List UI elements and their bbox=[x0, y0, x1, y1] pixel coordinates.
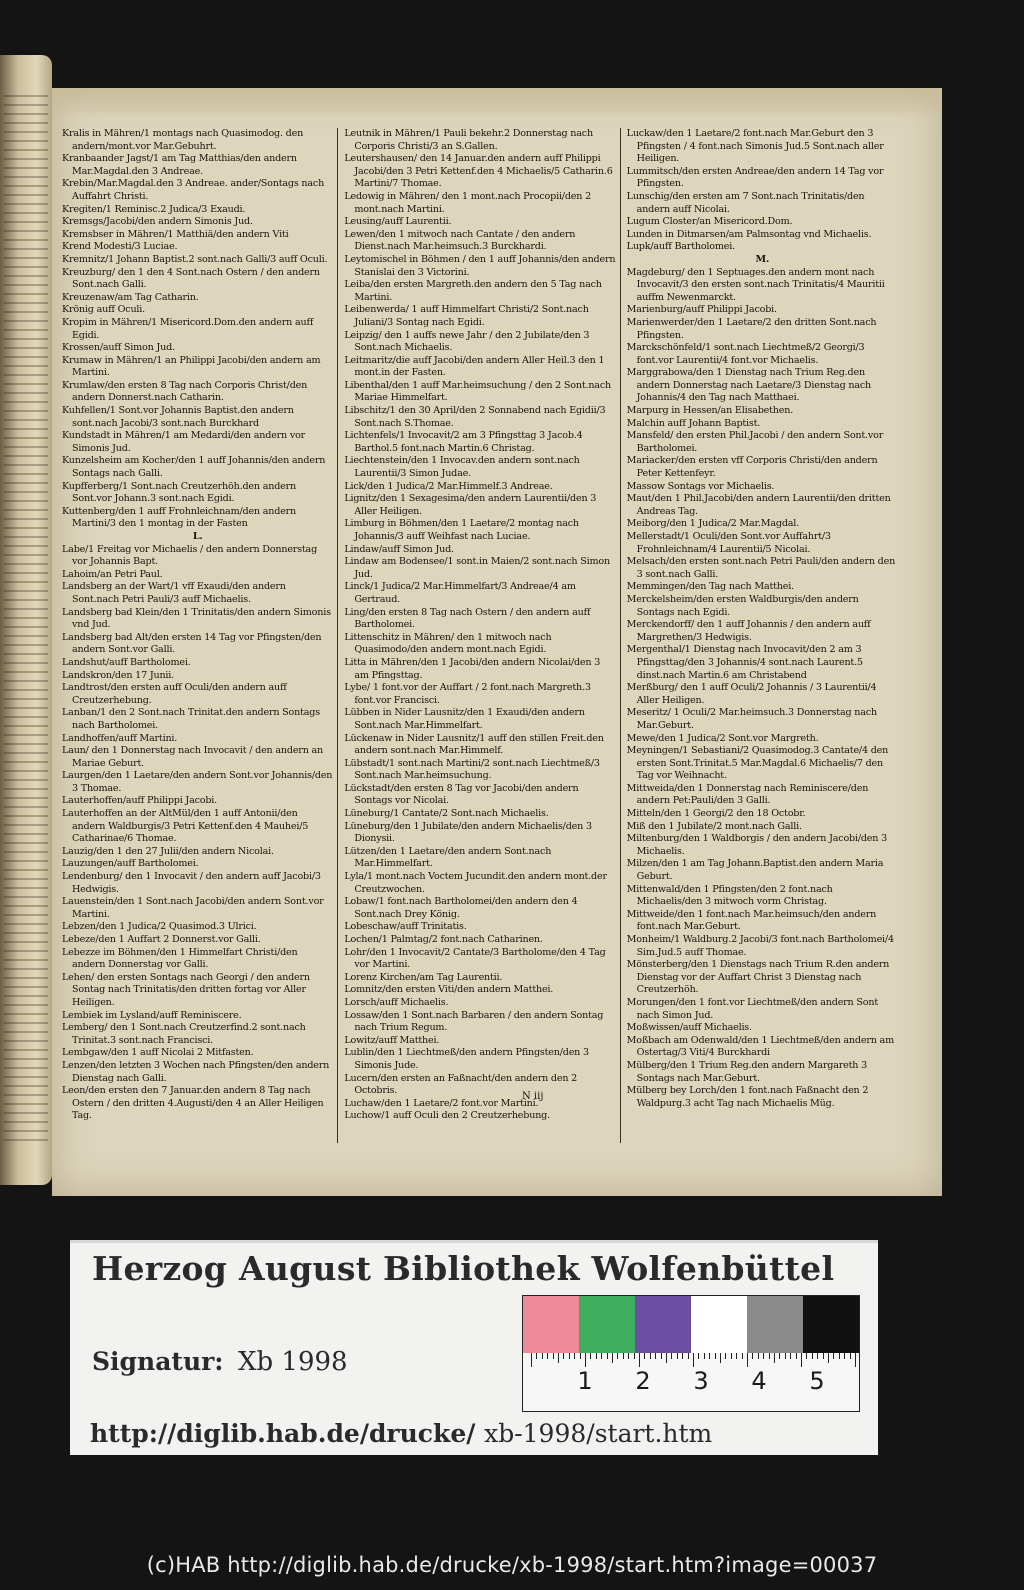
entry: Landtrost/den ersten auff Oculi/den andern auff Creutzerhebung. bbox=[62, 682, 287, 706]
ruler-tick bbox=[569, 1353, 570, 1359]
ruler-tick bbox=[585, 1353, 586, 1367]
entry: Lützen/den 1 Laetare/den andern Sont.nach Mar.Himmelfart. bbox=[344, 845, 552, 870]
entry: Lindaw am Bodensee/1 sont.in Maien/2 sont.nach Simon Jud. bbox=[344, 556, 610, 580]
ruler-tick bbox=[574, 1353, 575, 1359]
entry: Lugum Closter/an Misericord.Dom. bbox=[626, 216, 793, 228]
entry: Kundstadt in Mähren/1 am Medardi/den andern vor Simonis Jud. bbox=[62, 430, 306, 454]
ruler-tick bbox=[806, 1353, 807, 1359]
color-swatch bbox=[635, 1296, 691, 1354]
entry: Landsberg bad Klein/den 1 Trinitatis/den andern Simonis vnd Jud. bbox=[62, 606, 331, 631]
ruler-tick bbox=[639, 1353, 640, 1367]
entry: Leutershausen/ den 14 Januar.den andern auff Philippi Jacobi/den 3 Petri Kettenf.den 4 Michaelis/5 Catharin.6 Martini/7 Thomae. bbox=[344, 153, 613, 190]
entry: Landsberg bad Alt/den ersten 14 Tag vor Pfingsten/den andern Sont.vor Galli. bbox=[62, 631, 322, 656]
ruler-tick bbox=[704, 1353, 705, 1359]
entry: Lichtenfels/1 Invocavit/2 am 3 Pfingsttag 3 Jacob.4 Barthol.5 font.nach Martin.6 Christag. bbox=[344, 430, 583, 454]
ruler-tick bbox=[612, 1353, 613, 1363]
entry: Lomnitz/den ersten Viti/den andern Matthei. bbox=[344, 984, 554, 996]
entry: Lebeze/den 1 Auffart 2 Donnerst.vor Galli. bbox=[62, 934, 261, 945]
entry: Lehen/ den ersten Sontags nach Georgi / den andern Sontag nach Trinitatis/den dritten fortag vor Aller Heiligen. bbox=[62, 971, 310, 1008]
entry: Limburg in Böhmen/den 1 Laetare/2 montag nach Johannis/3 auff Weihfast nach Luciae. bbox=[344, 518, 579, 542]
entry: Mittweida/den 1 Donnerstag nach Reminiscere/den andern Pet:Pauli/den 3 Galli. bbox=[626, 782, 869, 807]
entry: Luchow/1 auff Oculi den 2 Creutzerhebung. bbox=[344, 1110, 550, 1122]
entry: Merckelsheim/den ersten Waldburgis/den andern Sontags nach Egidi. bbox=[626, 593, 859, 618]
ruler-tick bbox=[855, 1353, 856, 1367]
entry: Mansfeld/ den ersten Phil.Jacobi / den andern Sont.vor Bartholomei. bbox=[626, 430, 884, 454]
entry: Lohr/den 1 Invocavit/2 Cantate/3 Bartholome/den 4 Tag vor Martini. bbox=[344, 946, 606, 971]
entry: Mittweide/den 1 font.nach Mar.heimsuch/den andern font.nach Mar.Geburt. bbox=[626, 908, 877, 933]
entry: Mariacker/den ersten vff Corporis Christi/den andern Peter Kettenfeyr. bbox=[626, 455, 878, 480]
entry: Meiborg/den 1 Judica/2 Mar.Magdal. bbox=[626, 518, 800, 530]
ruler-label: 4 bbox=[751, 1367, 767, 1395]
entry: Memmingen/den Tag nach Matthei. bbox=[626, 581, 794, 593]
entry: Landskron/den 17 Junii. bbox=[62, 669, 175, 681]
entry: Kuttenberg/den 1 auff Frohnleichnam/den andern Martini/3 den 1 montag in der Fasten bbox=[62, 505, 297, 530]
entry: Leipzig/ den 1 auffs newe Jahr / den 2 Jubilate/den 3 Sont.nach Michaelis. bbox=[344, 329, 590, 354]
entry: Leytomischel in Böhmen / den 1 auff Johannis/den andern Stanislai den 3 Victorini. bbox=[344, 253, 616, 278]
entry: Magdeburg/ den 1 Septuages.den andern mont nach Invocavit/3 den ersten sont.nach Trinitatis/4 Mauritii auffm Newenmarckt. bbox=[626, 266, 885, 303]
entry: Merßburg/ den 1 auff Oculi/2 Johannis / 3 Laurentii/4 Aller Heiligen. bbox=[626, 682, 877, 706]
ruler-tick bbox=[790, 1353, 791, 1359]
ruler-tick bbox=[850, 1353, 851, 1359]
entry: Lebzen/den 1 Judica/2 Quasimod.3 Ulrici. bbox=[62, 921, 257, 933]
entry: Leitmaritz/die auff Jacobi/den andern Aller Heil.3 den 1 mont.in der Fasten. bbox=[344, 354, 605, 379]
ruler-tick bbox=[547, 1353, 548, 1359]
entry: Lenzen/den letzten 3 Wochen nach Pfingsten/den andern Dienstag nach Galli. bbox=[62, 1059, 330, 1084]
ruler-tick bbox=[817, 1353, 818, 1359]
entry: Krend Modesti/3 Luciae. bbox=[62, 241, 178, 253]
entry: Marggrabowa/den 1 Dienstag nach Trium Reg.den andern Donnerstag nach Laetare/3 Dienstag nach Johannis/4 den Tag nach Matthaei. bbox=[626, 367, 872, 404]
entry: Marienburg/auff Philippi Jacobi. bbox=[626, 304, 777, 316]
ruler-tick bbox=[747, 1353, 748, 1367]
entry: Leusing/auff Laurentii. bbox=[344, 216, 452, 228]
entry: Mülberg bey Lorch/den 1 font.nach Faßnacht den 2 Waldpurg.3 acht Tag nach Michaelis Müg. bbox=[626, 1085, 869, 1109]
ruler-tick bbox=[607, 1353, 608, 1359]
entry: Lübben in Nider Lausnitz/den 1 Exaudi/den andern Sont.nach Mar.Himmelfart. bbox=[344, 707, 585, 731]
entry: Lübstadt/1 sont.nach Martini/2 sont.nach Liechtmeß/3 Sont.nach Mar.heimsuchung. bbox=[344, 757, 600, 782]
entry: Lebezze im Böhmen/den 1 Himmelfart Christi/den andern Donnerstag vor Galli. bbox=[62, 946, 298, 971]
entry: Mülberg/den 1 Trium Reg.den andern Margareth 3 Sontags nach Mar.Geburt. bbox=[626, 1059, 867, 1084]
entry: Krumlaw/den ersten 8 Tag nach Corporis Christ/den andern Donnerst.nach Catharin. bbox=[62, 379, 308, 404]
library-title: Herzog August Bibliothek Wolfenbüttel bbox=[92, 1249, 835, 1288]
color-swatch bbox=[691, 1296, 747, 1354]
entry: Lindaw/auff Simon Jud. bbox=[344, 543, 454, 555]
entry: Lauzungen/auff Bartholomei. bbox=[62, 858, 199, 870]
ruler-tick bbox=[725, 1353, 726, 1359]
entry: Mittenwald/den 1 Pfingsten/den 2 font.nach Michaelis/den 3 mitwoch vorm Christag. bbox=[626, 883, 833, 908]
entry: Landsberg an der Wart/1 vff Exaudi/den andern Sont.nach Petri Pauli/3 auff Michaelis. bbox=[62, 581, 286, 605]
entry: Lüneburg/den 1 Jubilate/den andern Michaelis/den 3 Dionysii. bbox=[344, 820, 592, 845]
ruler-tick bbox=[666, 1353, 667, 1363]
ruler-tick bbox=[785, 1353, 786, 1359]
ruler-tick bbox=[839, 1353, 840, 1359]
ruler-label: 5 bbox=[809, 1367, 825, 1395]
ruler-tick bbox=[774, 1353, 775, 1363]
entry: Kremnitz/1 Johann Baptist.2 sont.nach Galli/3 auff Oculi. bbox=[62, 253, 328, 265]
entry: Krebin/Mar.Magdal.den 3 Andreae. ander/Sontags nach Auffahrt Christi. bbox=[62, 178, 325, 202]
library-url bbox=[90, 1419, 712, 1448]
ruler-tick bbox=[752, 1353, 753, 1359]
ruler-tick bbox=[634, 1353, 635, 1359]
entry: Kuhfellen/1 Sont.vor Johannis Baptist.den andern sont.nach Jacobi/3 sont.nach Burckhard bbox=[62, 405, 294, 429]
entry: Lochen/1 Palmtag/2 font.nach Catharinen. bbox=[344, 934, 543, 945]
entry: Kupfferberg/1 Sont.nach Creutzerhöh.den andern Sont.vor Johann.3 sont.nach Egidi. bbox=[62, 480, 296, 505]
ruler-tick bbox=[590, 1353, 591, 1359]
ruler-tick bbox=[558, 1353, 559, 1363]
entry: Kremsbser in Mähren/1 Matthiä/den andern Viti bbox=[62, 228, 289, 240]
entry: Linck/1 Judica/2 Mar.Himmelfart/3 Andreae/4 am Gertraud. bbox=[344, 581, 576, 605]
entry: Lembgaw/den 1 auff Nicolai 2 Mitfasten. bbox=[62, 1047, 254, 1059]
ruler-tick bbox=[693, 1353, 694, 1367]
entry: Massow Sontags vor Michaelis. bbox=[626, 480, 775, 492]
entry: Kropim in Mähren/1 Misericord.Dom.den andern auff Egidi. bbox=[62, 316, 314, 341]
entry: Labe/1 Freitag vor Michaelis / den andern Donnerstag vor Johannis Bapt. bbox=[62, 543, 318, 568]
entry: Libenthal/den 1 auff Mar.heimsuchung / den 2 Sont.nach Mariae Himmelfart. bbox=[344, 379, 611, 404]
entry: Melsach/den ersten sont.nach Petri Pauli/den andern den 3 sont.nach Galli. bbox=[626, 556, 896, 580]
ruler-tick bbox=[688, 1353, 689, 1359]
entry: Meseritz/ 1 Oculi/2 Mar.heimsuch.3 Donnerstag nach Mar.Geburt. bbox=[626, 707, 877, 731]
ruler-tick bbox=[758, 1353, 759, 1359]
ruler-tick bbox=[720, 1353, 721, 1363]
ruler-tick bbox=[779, 1353, 780, 1359]
ruler-tick bbox=[801, 1353, 802, 1367]
signatur-value: Xb 1998 bbox=[238, 1347, 348, 1377]
entry: Monheim/1 Waldburg.2 Jacobi/3 font.nach Bartholomei/4 Sim.Jud.5 auff Thomae. bbox=[626, 934, 894, 958]
entry: Lückstadt/den ersten 8 Tag vor Jacobi/den andern Sontags vor Nicolai. bbox=[344, 782, 579, 807]
entry: Kralis in Mähren/1 montags nach Quasimodog. den andern/mont.vor Mar.Gebuhrt. bbox=[62, 128, 304, 152]
ruler-label: 3 bbox=[693, 1367, 709, 1395]
entry: Lowitz/auff Matthei. bbox=[344, 1034, 440, 1046]
entry: Krumaw in Mähren/1 an Philippi Jacobi/den andern am Martini. bbox=[62, 354, 321, 379]
entry: L. bbox=[192, 531, 203, 542]
entry: Lignitz/den 1 Sexagesima/den andern Laurentii/den 3 Aller Heiligen. bbox=[344, 493, 597, 517]
entry: Mitteln/den 1 Georgi/2 den 18 Octobr. bbox=[626, 808, 806, 820]
ruler-tick bbox=[661, 1353, 662, 1359]
entry: Lewen/den 1 mitwoch nach Cantate / den andern Dienst.nach Mar.heimsuch.3 Burckhardi. bbox=[344, 228, 576, 253]
entry: Leon/den ersten den 7 Januar.den andern 8 Tag nach Ostern / den dritten 4.Augusti/den 4 an Aller Heiligen Tag. bbox=[62, 1085, 324, 1122]
entry: Mönsterberg/den 1 Dienstags nach Trium R.den andern Dienstag vor der Auffart Christ 3 Dienstag nach Creutzerhöh. bbox=[626, 959, 890, 996]
ruler-tick bbox=[596, 1353, 597, 1359]
copyright-footer: (c)HAB http://diglib.hab.de/drucke/xb-1998/start.htm?image=00037 bbox=[146, 1553, 878, 1577]
entry: Lybe/ 1 font.vor der Auffart / 2 font.nach Margreth.3 font.vor Francisci. bbox=[344, 682, 591, 706]
entry: Miß den 1 Jubilate/2 mont.nach Galli. bbox=[626, 820, 802, 832]
entry: Kremsgs/Jacobi/den andern Simonis Jud. bbox=[62, 216, 253, 228]
ruler-tick bbox=[531, 1353, 532, 1367]
ruler-tick bbox=[833, 1353, 834, 1359]
entry: Moßbach am Odenwald/den 1 Liechtmeß/den andern am Ostertag/3 Viti/4 Burckhardi bbox=[626, 1034, 894, 1059]
entry: Lyla/1 mont.nach Voctem Jucundit.den andern mont.der Creutzwochen. bbox=[344, 871, 607, 895]
entry: Merckendorff/ den 1 auff Johannis / den andern auff Margrethen/3 Hedwigis. bbox=[626, 619, 871, 643]
ruler-tick bbox=[682, 1353, 683, 1359]
entry: Lossaw/den 1 Sont.nach Barbaren / den andern Sontag nach Trium Regum. bbox=[344, 1009, 604, 1034]
url-part-2: xb-1998/start.htm bbox=[484, 1419, 713, 1448]
entry: Maut/den 1 Phil.Jacobi/den andern Laurentii/den dritten Andreas Tag. bbox=[626, 493, 891, 517]
url-part-1: http://diglib.hab.de/drucke/ bbox=[90, 1419, 476, 1448]
color-swatch bbox=[747, 1296, 803, 1354]
entry: Lemberg/ den 1 Sont.nach Creutzerfind.2 sont.nach Trinitat.3 sont.nach Francisci. bbox=[62, 1022, 306, 1046]
entry: Kreuzenaw/am Tag Catharin. bbox=[62, 291, 199, 303]
entry: Libschitz/1 den 30 April/den 2 Sonnabend nach Egidii/3 Sont.nach S.Thomae. bbox=[344, 405, 606, 429]
ruler-tick bbox=[650, 1353, 651, 1359]
signature-mark: N iij bbox=[522, 1091, 544, 1102]
entry: Ledowig in Mähren/ den 1 mont.nach Procopii/den 2 mont.nach Martini. bbox=[344, 190, 591, 215]
text-columns bbox=[62, 128, 898, 1143]
signatur-label: Signatur: bbox=[92, 1347, 224, 1376]
entry: Landhoffen/auff Martini. bbox=[62, 732, 178, 744]
scanned-page bbox=[52, 88, 942, 1196]
ruler-tick bbox=[763, 1353, 764, 1359]
ruler-tick bbox=[812, 1353, 813, 1359]
entry: Lupk/auff Bartholomei. bbox=[626, 241, 735, 253]
ruler-tick bbox=[580, 1353, 581, 1359]
ruler-tick bbox=[769, 1353, 770, 1359]
ruler-tick bbox=[844, 1353, 845, 1359]
ruler-tick bbox=[698, 1353, 699, 1359]
entry: Mellerstadt/1 Oculi/den Sont.vor Auffahrt/3 Frohnleichnam/4 Laurentii/5 Nicolai. bbox=[626, 531, 831, 555]
entry: Laurgen/den 1 Laetare/den andern Sont.vor Johannis/den 3 Thomae. bbox=[62, 770, 333, 794]
entry: Lobaw/1 font.nach Bartholomei/den andern den 4 Sont.nach Drey König. bbox=[344, 896, 578, 920]
entry: Lauterhoffen/auff Philippi Jacobi. bbox=[62, 795, 217, 807]
library-card bbox=[70, 1240, 878, 1455]
entry: Littenschitz in Mähren/ den 1 mitwoch nach Quasimodo/den andern mont.nach Egidi. bbox=[344, 631, 552, 656]
entry: Ling/den ersten 8 Tag nach Ostern / den andern auff Bartholomei. bbox=[344, 606, 591, 631]
entry: M. bbox=[755, 253, 770, 265]
ruler-label: 1 bbox=[577, 1367, 593, 1395]
entry: Luckaw/den 1 Laetare/2 font.nach Mar.Geburt den 3 Pfingsten / 4 font.nach Simonis Jud.5 Sont.nach aller Heiligen. bbox=[626, 128, 884, 165]
entry: Lick/den 1 Judica/2 Mar.Himmelf.3 Andreae. bbox=[344, 480, 553, 492]
entry: Litta in Mähren/den 1 Jacobi/den andern Nicolai/den 3 am Pfingsttag. bbox=[344, 656, 601, 681]
scale-ruler bbox=[522, 1353, 860, 1412]
left-page-text-fragment bbox=[4, 95, 48, 1145]
entry: Kunzelsheim am Kocher/den 1 auff Johannis/den andern Sontags nach Galli. bbox=[62, 455, 326, 480]
text-column-3 bbox=[627, 128, 898, 1143]
entry: Milzen/den 1 am Tag Johann.Baptist.den andern Maria Geburt. bbox=[626, 858, 884, 883]
ruler-tick bbox=[553, 1353, 554, 1359]
ruler-tick bbox=[731, 1353, 732, 1359]
ruler-tick bbox=[628, 1353, 629, 1359]
ruler-tick bbox=[617, 1353, 618, 1359]
entry: Lunschig/den ersten am 7 Sont.nach Trinitatis/den andern auff Nicolai. bbox=[626, 190, 865, 215]
color-swatch bbox=[803, 1296, 859, 1354]
entry: Lummitsch/den ersten Andreae/den andern 14 Tag vor Pfingsten. bbox=[626, 165, 884, 190]
entry: Lublin/den 1 Liechtmeß/den andern Pfingsten/den 3 Simonis Jude. bbox=[344, 1047, 589, 1071]
ruler-tick bbox=[715, 1353, 716, 1359]
ruler-tick bbox=[671, 1353, 672, 1359]
entry: Lückenaw in Nider Lausnitz/1 auff den stillen Freit.den andern sont.nach Mar.Himmelf. bbox=[344, 732, 604, 757]
entry: Marckschönfeld/1 sont.nach Liechtmeß/2 Georgi/3 font.vor Laurentii/4 font.vor Michaelis. bbox=[626, 342, 865, 366]
entry: Miltenburg/den 1 Waldborgis / den andern Jacobi/den 3 Michaelis. bbox=[626, 833, 888, 857]
entry: Kregiten/1 Reminisc.2 Judica/3 Exaudi. bbox=[62, 203, 246, 215]
entry: Lendenburg/ den 1 Invocavit / den andern auff Jacobi/3 Hedwigis. bbox=[62, 871, 321, 895]
entry: Mergenthal/1 Dienstag nach Invocavit/den 2 am 3 Pfingsttag/den 3 Johannis/4 sont.nach Laurent.5 dinst.nach Martin.6 am Christabend bbox=[626, 644, 863, 681]
entry: Lauterhoffen an der AltMül/den 1 auff Antonii/den andern Waldburgis/3 Petri Kettenf.den 4 Mauhei/5 Catharinae/6 Thomae. bbox=[62, 808, 309, 845]
ruler-tick bbox=[601, 1353, 602, 1359]
entry: Krönig auff Oculi. bbox=[62, 304, 146, 316]
entry: Lahoim/an Petri Paul. bbox=[62, 568, 163, 580]
ruler-label: 2 bbox=[635, 1367, 651, 1395]
color-swatch bbox=[579, 1296, 635, 1354]
ruler-tick bbox=[542, 1353, 543, 1359]
entry: Lunden in Ditmarsen/am Palmsontag vnd Michaelis. bbox=[626, 228, 872, 240]
ruler-tick bbox=[828, 1353, 829, 1363]
entry: Luchaw/den 1 Laetare/2 font.vor Martini. bbox=[344, 1097, 539, 1109]
entry: Leibenwerda/ 1 auff Himmelfart Christi/2 Sont.nach Juliani/3 Sontag nach Egidi. bbox=[344, 304, 589, 328]
entry: Kreuzburg/ den 1 den 4 Sont.nach Ostern / den andern Sont.nach Galli. bbox=[62, 266, 320, 291]
ruler-tick bbox=[644, 1353, 645, 1359]
entry: Marienwerder/den 1 Laetare/2 den dritten Sont.nach Pfingsten. bbox=[626, 316, 877, 341]
entry: Lauzig/den 1 den 27 Julii/den andern Nicolai. bbox=[62, 845, 274, 857]
entry: Lüneburg/1 Cantate/2 Sont.nach Michaelis. bbox=[344, 808, 549, 820]
entry: Morungen/den 1 font.vor Liechtmeß/den andern Sont nach Simon Jud. bbox=[626, 996, 878, 1021]
ruler-tick bbox=[655, 1353, 656, 1359]
entry: Laun/ den 1 Donnerstag nach Invocavit / den andern an Mariae Geburt. bbox=[62, 745, 324, 769]
entry: Marpurg in Hessen/an Elisabethen. bbox=[626, 405, 794, 417]
entry: Moßwissen/auff Michaelis. bbox=[626, 1022, 752, 1034]
entry: Leutnik in Mähren/1 Pauli bekehr.2 Donnerstag nach Corporis Christi/3 an S.Gallen. bbox=[344, 128, 593, 152]
entry: Landshut/auff Bartholomei. bbox=[62, 656, 191, 668]
entry: Kranbaander Jagst/1 am Tag Matthias/den andern Mar.Magdal.den 3 Andreae. bbox=[62, 153, 297, 177]
entry: Lucern/den ersten an Faßnacht/den andern den 2 Octobris. bbox=[344, 1072, 578, 1097]
color-swatch bbox=[523, 1296, 579, 1354]
text-column-1 bbox=[62, 128, 338, 1143]
ruler-tick bbox=[742, 1353, 743, 1359]
entry: Lorenz Kirchen/am Tag Laurentii. bbox=[344, 971, 503, 983]
entry: Lobeschaw/auff Trinitatis. bbox=[344, 921, 467, 933]
left-page-edge bbox=[0, 55, 52, 1185]
entry: Liechtenstein/den 1 Invocav.den andern sont.nach Laurentii/3 Simon Judae. bbox=[344, 455, 580, 480]
entry: Malchin auff Johann Baptist. bbox=[626, 417, 761, 429]
ruler-tick bbox=[709, 1353, 710, 1359]
entry: Lembiek im Lysland/auff Reminiscere. bbox=[62, 1009, 242, 1021]
ruler-tick bbox=[736, 1353, 737, 1359]
ruler-tick bbox=[823, 1353, 824, 1359]
ruler-tick bbox=[677, 1353, 678, 1359]
ruler-ticks bbox=[523, 1353, 859, 1367]
color-target bbox=[522, 1295, 860, 1355]
ruler-tick bbox=[796, 1353, 797, 1359]
entry: Leiba/den ersten Margreth.den andern den 5 Tag nach Martini. bbox=[344, 279, 602, 303]
ruler-tick bbox=[623, 1353, 624, 1359]
ruler-tick bbox=[563, 1353, 564, 1359]
entry: Mewe/den 1 Judica/2 Sont.vor Margreth. bbox=[626, 732, 819, 744]
ruler-tick bbox=[536, 1353, 537, 1359]
entry: Lauenstein/den 1 Sont.nach Jacobi/den andern Sont.vor Martini. bbox=[62, 896, 324, 920]
entry: Meyningen/1 Sebastiani/2 Quasimodog.3 Cantate/4 den ersten Sont.Trinitat.5 Mar.Magdal.6 Michaelis/7 den Tag vor Weihnacht. bbox=[626, 745, 889, 782]
entry: Lorsch/auff Michaelis. bbox=[344, 996, 449, 1008]
text-column-2 bbox=[344, 128, 620, 1143]
entry: Krossen/auff Simon Jud. bbox=[62, 342, 175, 354]
entry: Lanban/1 den 2 Sont.nach Trinitat.den andern Sontags nach Bartholomei. bbox=[62, 707, 320, 731]
